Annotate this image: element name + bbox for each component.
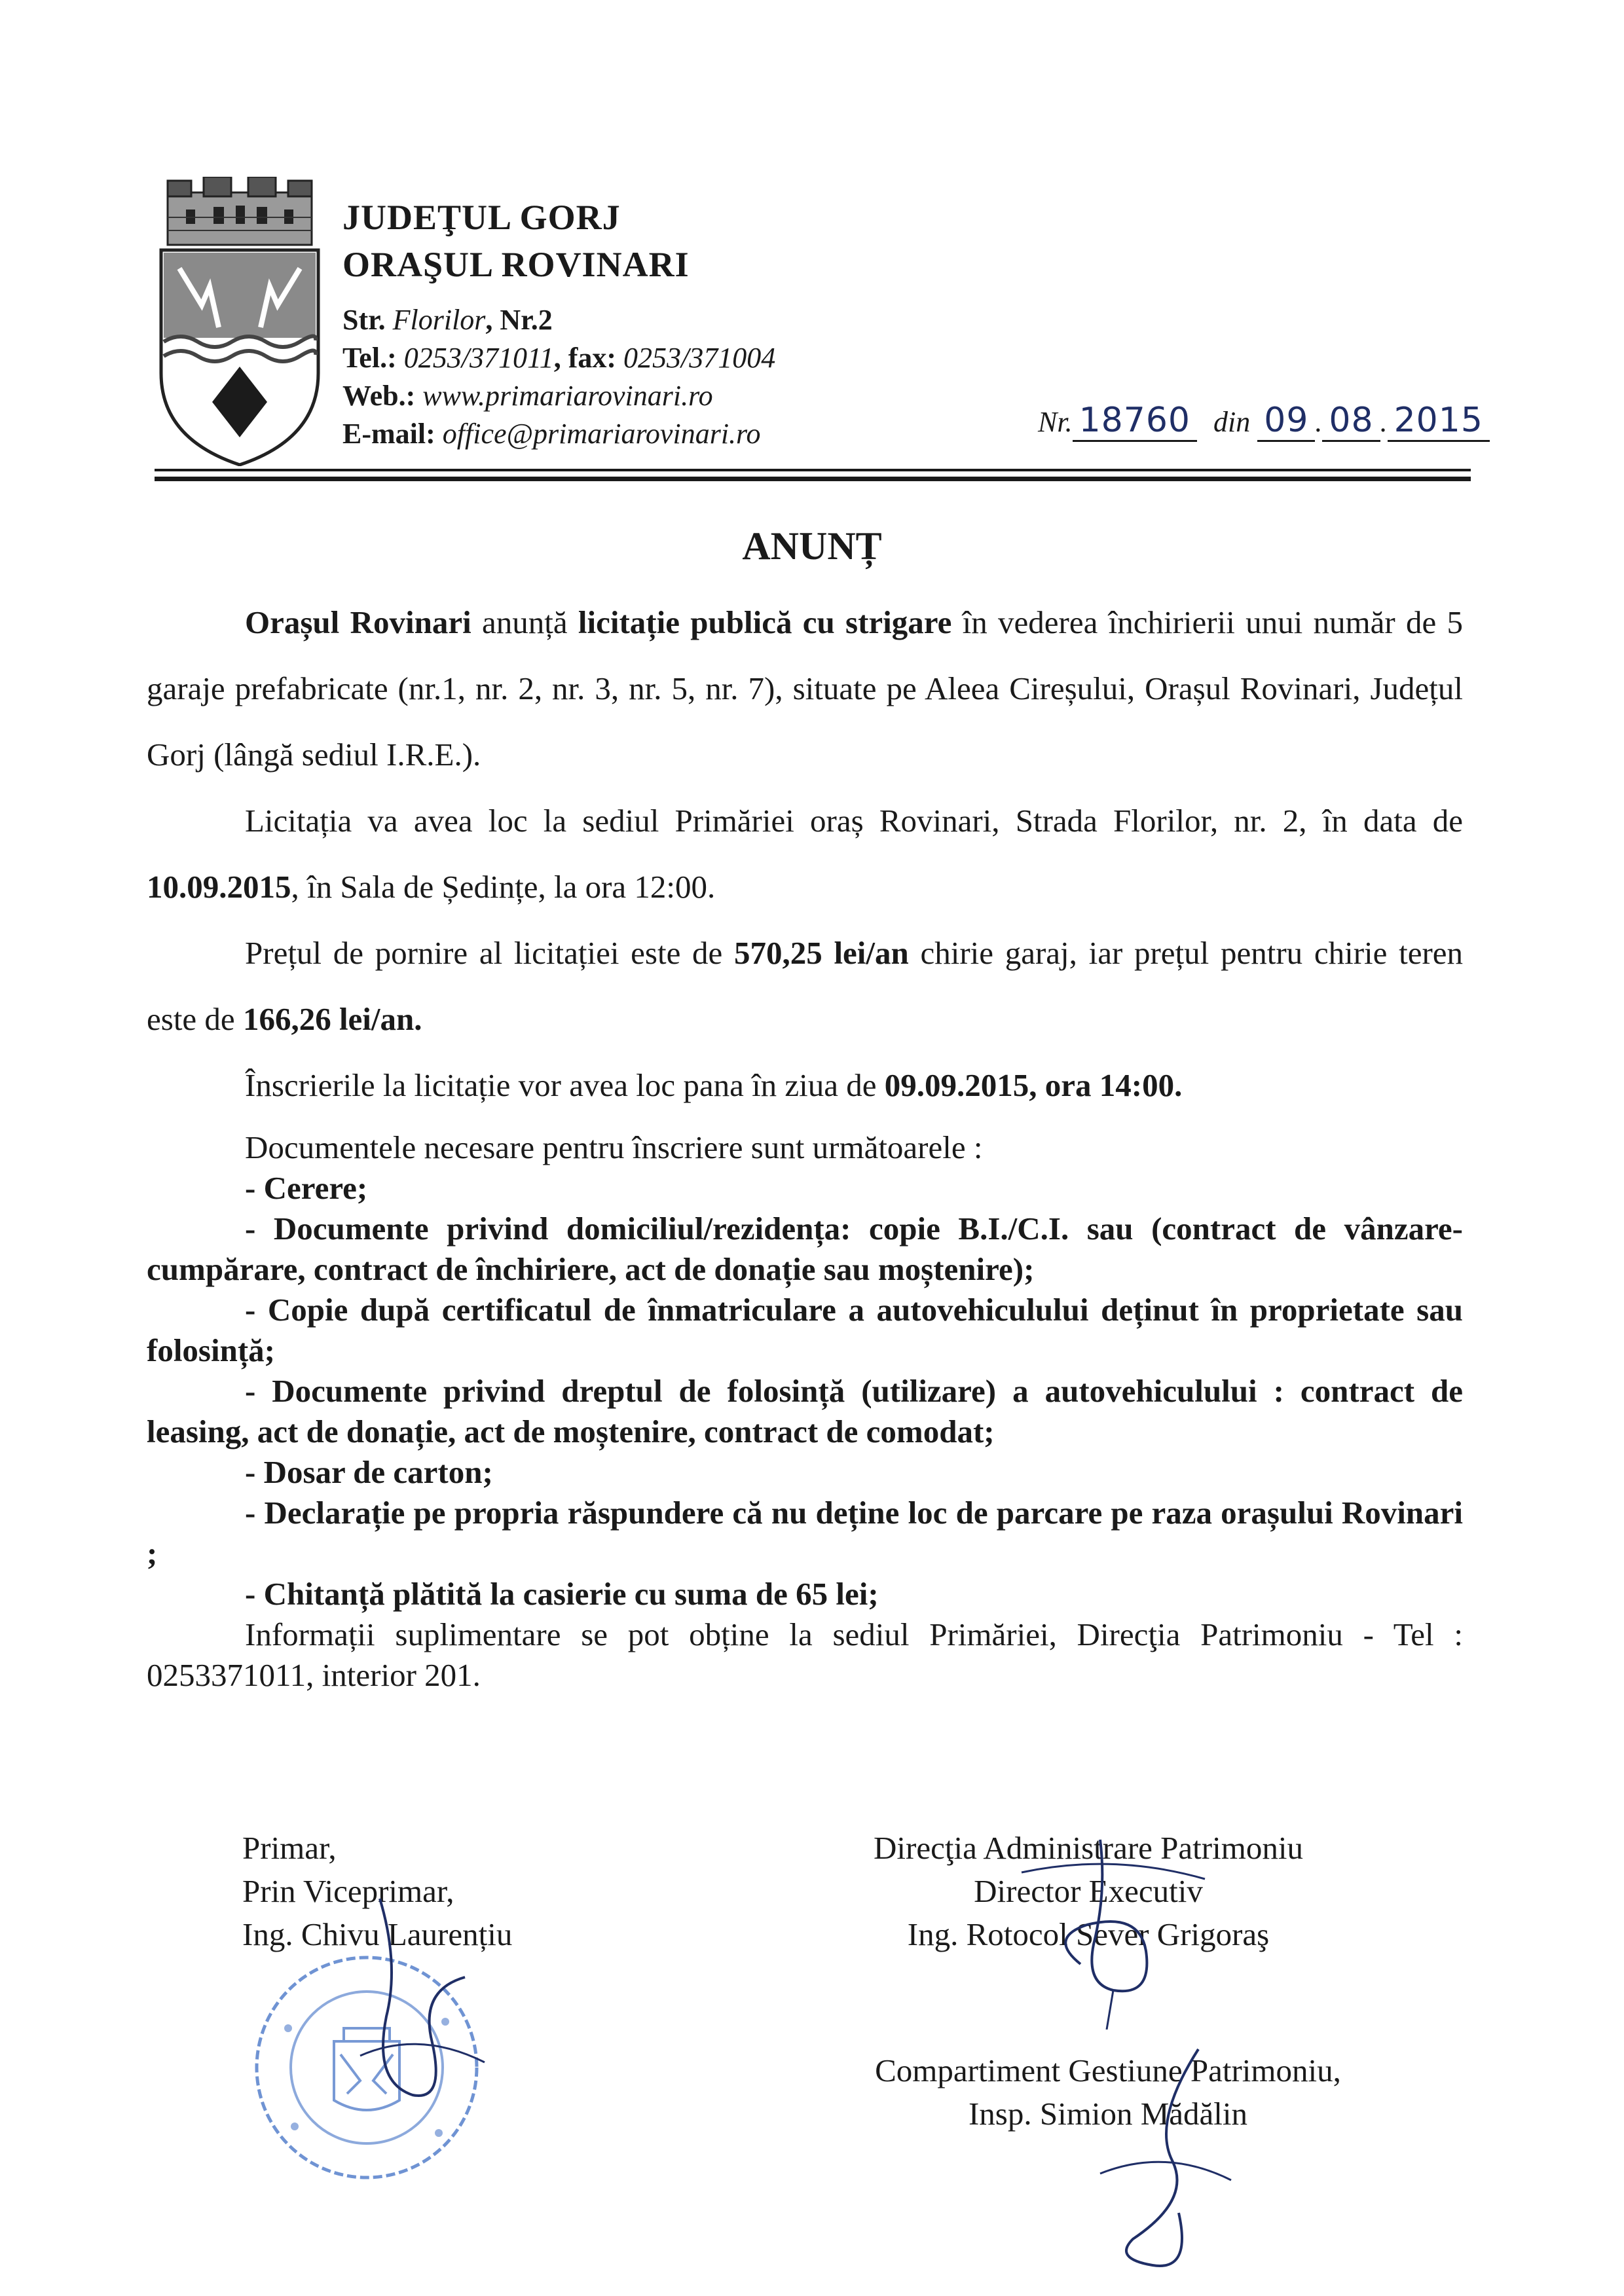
- contact-info: Informații suplimentare se pot obține la sediul Primăriei, Direcţia Patrimoniu - Tel : 0253371011, interior 201.: [147, 1616, 1463, 1693]
- p1-bold-auction: licitație publică cu strigare: [578, 604, 952, 640]
- rovinari-coat-of-arms: [155, 177, 325, 466]
- director-name: Ing. Rotocol Sever Grigoraş: [907, 1916, 1270, 1952]
- document-item: - Documente privind dreptul de folosință (utilizare) a autovehiculului : contract de leasing, act de donație, act de moștenire, contract de comodat;: [147, 1373, 1463, 1449]
- din-label: din: [1213, 406, 1251, 438]
- document-item: - Chitanță plătită la casierie cu suma de 65 lei;: [245, 1576, 879, 1612]
- p1-bold-city: Orașul Rovinari: [245, 604, 471, 640]
- p4-text-a: Înscrierile la licitație vor avea loc pana în ziua de: [245, 1067, 885, 1103]
- header-divider-top: [155, 469, 1471, 471]
- p4-bold-deadline: 09.09.2015, ora 14:00.: [884, 1067, 1183, 1103]
- inspector-signature: [1074, 2043, 1244, 2291]
- document-title: ANUNȚ: [742, 524, 882, 568]
- p3-text-b: chirie garaj, iar prețul pentru chirie teren este de: [147, 935, 1464, 1037]
- tel-label: Tel.:: [342, 342, 397, 374]
- p2-text-a: Licitația va avea loc la sediul Primăriei oraș Rovinari, Strada Florilor, nr. 2, în data de: [245, 803, 1463, 839]
- address-label: Str.: [342, 304, 386, 336]
- address-line: [342, 301, 775, 339]
- fax-label: , fax:: [553, 342, 616, 374]
- web-line: [342, 377, 775, 415]
- vice-mayor-name: Ing. Chivu Laurențiu: [242, 1916, 513, 1952]
- nr-label: Nr.: [1038, 406, 1073, 438]
- date-day: 09: [1257, 401, 1315, 442]
- address-value: Florilor: [392, 304, 486, 336]
- fax-value: 0253/371004: [623, 342, 776, 374]
- header-block: [342, 194, 775, 453]
- announcement-body: [147, 589, 1463, 1696]
- web-value: www.primariarovinari.ro: [422, 380, 713, 412]
- email-line: [342, 415, 775, 453]
- date-month: 08: [1322, 401, 1380, 442]
- web-label: Web.:: [342, 380, 416, 412]
- tel-value: 0253/371011: [403, 342, 554, 374]
- email-value: office@primariarovinari.ro: [442, 418, 761, 450]
- address-nr: , Nr.2: [485, 304, 553, 336]
- document-item: - Cerere;: [245, 1170, 368, 1206]
- paragraph-auction: [147, 589, 1463, 788]
- vice-mayor-signature: [341, 1886, 498, 2121]
- header-divider-bottom: [155, 477, 1471, 481]
- document-item: - Dosar de carton;: [245, 1454, 493, 1490]
- director-title: Director Executiv: [974, 1873, 1203, 1909]
- director-signature: [1008, 1833, 1218, 2030]
- p3-bold-garage-price: 570,25 lei/an: [734, 935, 909, 971]
- p3-text-a: Prețul de pornire al licitației este de: [245, 935, 734, 971]
- nr-value: 18760: [1073, 401, 1197, 442]
- document-item: - Copie după certificatul de înmatriculare a autovehiculului deținut în proprietate sau folosință;: [147, 1292, 1463, 1368]
- p3-bold-land-price: 166,26 lei/an.: [242, 1001, 422, 1037]
- p2-text-b: , în Sala de Ședințe, la ora 12:00.: [291, 869, 716, 905]
- paragraph-location: [147, 788, 1463, 920]
- email-label: E-mail:: [342, 418, 435, 450]
- date-year: 2015: [1388, 401, 1490, 442]
- phone-line: [342, 339, 775, 377]
- vice-mayor-title: Prin Viceprimar,: [242, 1873, 454, 1909]
- inspector-name: Insp. Simion Mădălin: [968, 2096, 1248, 2132]
- paragraph-registration: [147, 1052, 1463, 1118]
- mayor-title: Primar,: [242, 1830, 337, 1866]
- document-item: - Documente privind domiciliul/rezidența: copie B.I./C.I. sau (contract de vânzare-cumpărare, contract de închiriere, act de donație sau moștenire);: [147, 1211, 1463, 1287]
- required-documents-list: [147, 1127, 1463, 1696]
- directorate-name: Direcţia Administrare Patrimoniu: [874, 1830, 1303, 1866]
- documents-intro: Documentele necesare pentru înscriere sunt următoarele :: [245, 1129, 983, 1165]
- compartment-name: Compartiment Gestiune Patrimoniu,: [875, 2052, 1341, 2088]
- document-item: - Declarație pe propria răspundere că nu deține loc de parcare pe raza orașului Rovinari ;: [147, 1495, 1463, 1571]
- city-name: ORAŞUL ROVINARI: [342, 245, 690, 284]
- paragraph-price: [147, 920, 1463, 1052]
- p1-text-a: anunță: [471, 604, 578, 640]
- p2-bold-date: 10.09.2015: [147, 869, 291, 905]
- p1-text-b: în vederea închirierii unui număr de 5 garaje prefabricate (nr.1, nr. 2, nr. 3, nr. 5, nr. 7), situate pe Aleea Cireșului, Orașul Rovinari, Județul Gorj (lângă sediul I.R.E.).: [147, 604, 1463, 773]
- county-name: JUDEŢUL GORJ: [342, 198, 621, 237]
- registration-number: Nr. 18760 din 09 . 08 . 2015: [1038, 401, 1490, 442]
